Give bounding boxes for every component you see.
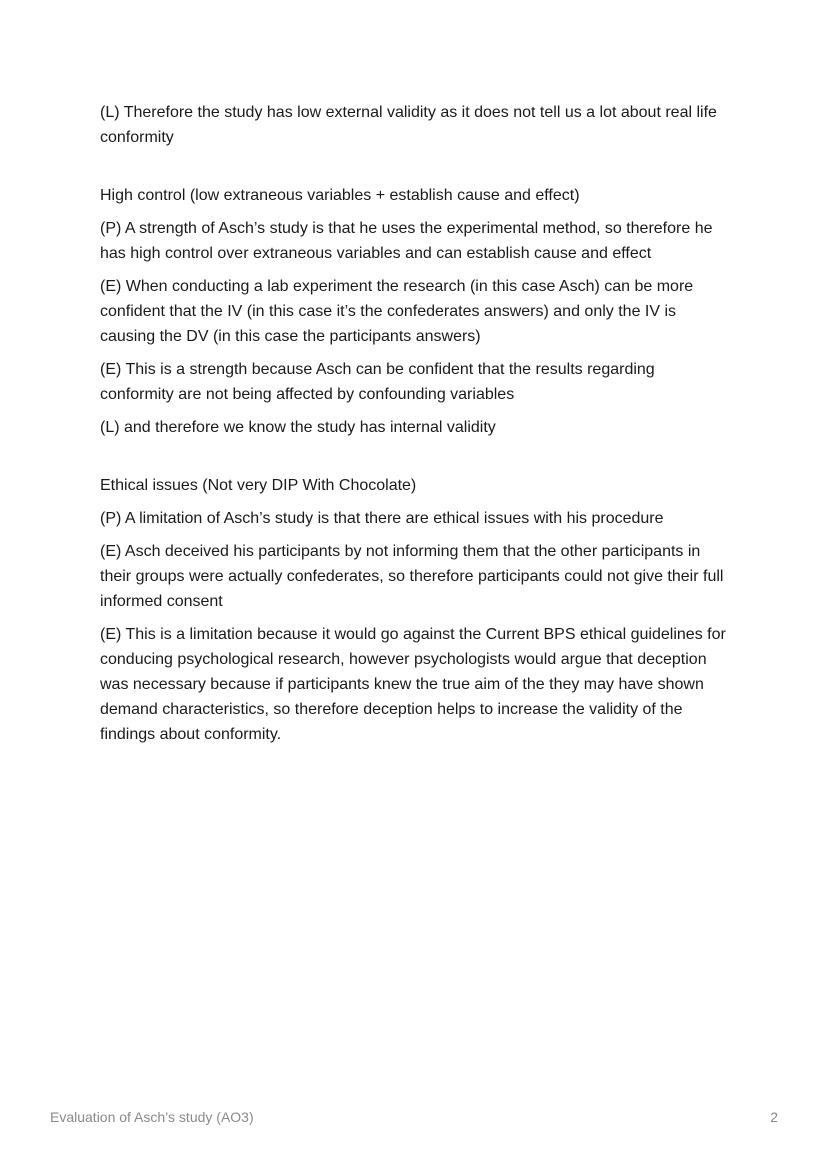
document-body xyxy=(100,100,730,747)
point-paragraph: (P) A limitation of Asch’s study is that there are ethical issues with his procedure xyxy=(100,510,664,527)
explanation-paragraph: (E) When conducting a lab experiment the research (in this case Asch) can be more confident that the IV (in this case it’s the confederates answers) and only the IV is causing the DV (in this case the participants answers) xyxy=(100,278,694,345)
page-footer xyxy=(50,1109,778,1125)
explanation-paragraph: (E) Asch deceived his participants by not informing them that the other participants in their groups were actually confederates, so therefore participants could not give their full informed consent xyxy=(100,543,724,610)
explanation-paragraph: (E) This is a limitation because it would go against the Current BPS ethical guidelines for conducing psychological research, however psychologists would argue that deception was necessary because if participants knew the true aim of the they may have shown demand characteristics, so therefore deception helps to increase the validity of the findings about conformity. xyxy=(100,626,726,743)
link-paragraph: (L) and therefore we know the study has internal validity xyxy=(100,419,496,436)
point-paragraph: (P) A strength of Asch’s study is that he uses the experimental method, so therefore he has high control over extraneous variables and can establish cause and effect xyxy=(100,220,713,262)
section-heading-ethical-issues: Ethical issues (Not very DIP With Chocolate) xyxy=(100,477,417,494)
footer-page-number: 2 xyxy=(770,1109,778,1125)
paragraph-limitation-link: (L) Therefore the study has low external validity as it does not tell us a lot about real life conformity xyxy=(100,104,717,146)
section-heading-high-control: High control (low extraneous variables + establish cause and effect) xyxy=(100,187,580,204)
footer-document-title: Evaluation of Asch’s study (AO3) xyxy=(50,1109,254,1125)
explanation-paragraph: (E) This is a strength because Asch can be confident that the results regarding conformity are not being affected by confounding variables xyxy=(100,361,655,403)
